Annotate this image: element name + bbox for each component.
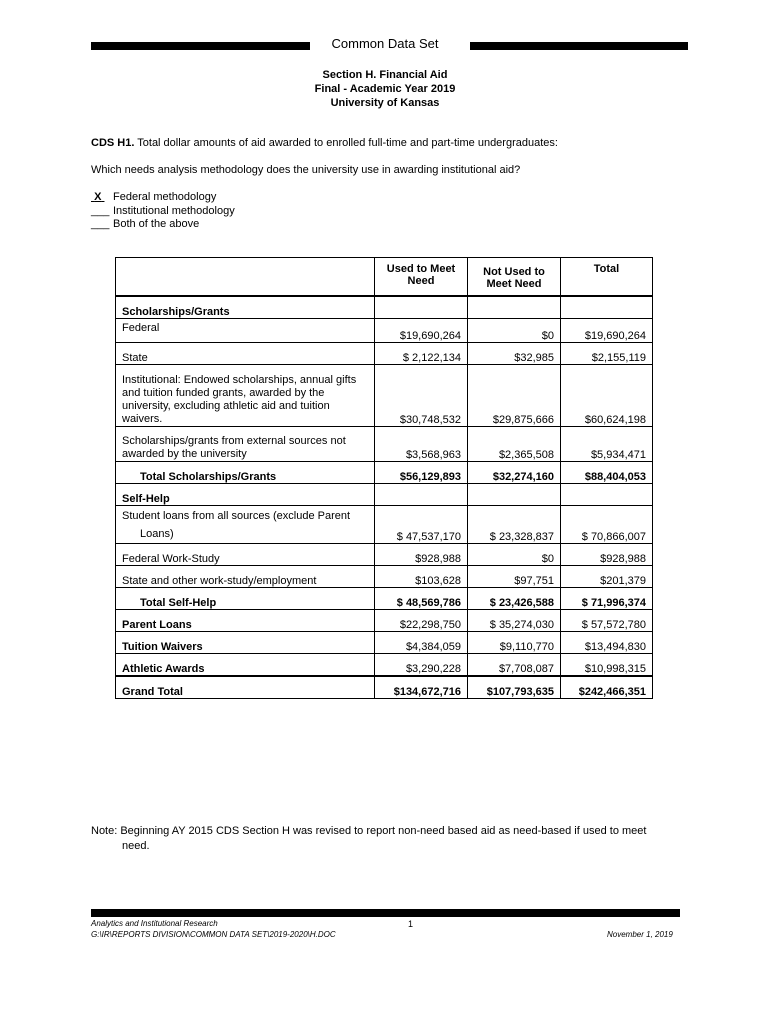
row-label: Total Scholarships/Grants (116, 462, 375, 484)
cell-need: $56,129,893 (375, 462, 468, 484)
cell-total: $60,624,198 (561, 365, 653, 427)
cell-need: $134,672,716 (375, 676, 468, 699)
table-row (116, 462, 653, 484)
cell-total: $5,934,471 (561, 427, 653, 462)
university-name: University of Kansas (330, 97, 440, 109)
cell-total: $ 71,996,374 (561, 588, 653, 610)
cell-need: $3,568,963 (375, 427, 468, 462)
row-label: State (116, 343, 375, 365)
cell-total: $201,379 (561, 566, 653, 588)
row-label: State and other work-study/employment (116, 566, 375, 588)
cell-nonneed: $9,110,770 (468, 632, 561, 654)
header-not-used-to-meet-need: Not Used to Meet Need (468, 258, 561, 296)
cell-nonneed: $32,985 (468, 343, 561, 365)
row-label: Federal (116, 319, 375, 343)
option-both (91, 218, 199, 230)
cell-nonneed: $2,365,508 (468, 427, 561, 462)
cell-nonneed: $ 23,328,837 (468, 506, 561, 544)
table-row (116, 588, 653, 610)
option-label: Institutional methodology (113, 205, 235, 217)
note (91, 824, 691, 854)
row-label: Total Self-Help (116, 588, 375, 610)
document-title: Common Data Set (331, 36, 439, 51)
row-label: Federal Work-Study (116, 544, 375, 566)
row-label: Institutional: Endowed scholarships, annual gifts and tuition funded grants, awarded by the university, excluding athletic aid and tuition waivers. (116, 365, 375, 427)
option-mark: ___ (91, 205, 110, 217)
table-row (116, 566, 653, 588)
table-row (116, 343, 653, 365)
cell-total: $ 57,572,780 (561, 610, 653, 632)
row-label: Parent Loans (116, 610, 375, 632)
footer-page-number: 1 (408, 919, 414, 929)
option-mark: X (94, 191, 102, 203)
row-label: Grand Total (116, 676, 375, 699)
option-label: Both of the above (113, 218, 200, 230)
cell-total: $2,155,119 (561, 343, 653, 365)
header-used-to-meet-need: Used to Meet Need (375, 258, 468, 296)
header-total: Total (561, 258, 653, 296)
table-row (116, 544, 653, 566)
footer-department: Analytics and Institutional Research (91, 919, 218, 928)
cell-need: $3,290,228 (375, 654, 468, 676)
cell-need: $30,748,532 (375, 365, 468, 427)
academic-year: Final - Academic Year 2019 (314, 83, 456, 95)
option-mark: ___ (91, 218, 110, 230)
table-row (116, 632, 653, 654)
cell-nonneed: $ 23,426,588 (468, 588, 561, 610)
cell-nonneed: $32,274,160 (468, 462, 561, 484)
option-institutional (91, 205, 235, 217)
header-blank (116, 258, 375, 296)
table-row (116, 484, 653, 506)
methodology-question: Which needs analysis methodology does the university use in awarding institutional aid? (91, 164, 521, 176)
table-row (116, 296, 653, 319)
cell-nonneed: $0 (468, 319, 561, 343)
footer-bar (91, 909, 680, 917)
table-row (116, 427, 653, 462)
table-row (116, 506, 653, 544)
table-header-row (116, 258, 653, 296)
row-label: Student loans from all sources (exclude Parent Loans) (116, 506, 375, 544)
cell-need: $ 48,569,786 (375, 588, 468, 610)
option-label: Federal methodology (113, 191, 217, 203)
cell-need: $ 47,537,170 (375, 506, 468, 544)
table-row (116, 319, 653, 343)
row-label: Tuition Waivers (116, 632, 375, 654)
cell-nonneed: $107,793,635 (468, 676, 561, 699)
cell-total: $ 70,866,007 (561, 506, 653, 544)
table-row (116, 610, 653, 632)
selfhelp-header: Self-Help (116, 484, 375, 506)
cell-total: $13,494,830 (561, 632, 653, 654)
note-line-2: need. (122, 840, 150, 852)
cell-total: $242,466,351 (561, 676, 653, 699)
cell-need: $103,628 (375, 566, 468, 588)
footer-date: November 1, 2019 (607, 930, 673, 939)
header-bar-right (470, 42, 688, 50)
note-line-1: Note: Beginning AY 2015 CDS Section H was revised to report non-need based aid as need-based if used to meet (91, 825, 647, 837)
table-row (116, 676, 653, 699)
cell-total: $19,690,264 (561, 319, 653, 343)
cell-nonneed: $97,751 (468, 566, 561, 588)
section-title: Section H. Financial Aid (322, 69, 448, 81)
cell-need: $4,384,059 (375, 632, 468, 654)
question-text: Total dollar amounts of aid awarded to enrolled full-time and part-time undergraduates: (134, 137, 558, 149)
cell-nonneed: $7,708,087 (468, 654, 561, 676)
table-row (116, 654, 653, 676)
question-h1 (91, 137, 558, 149)
cell-need: $ 2,122,134 (375, 343, 468, 365)
cell-total: $10,998,315 (561, 654, 653, 676)
cell-nonneed: $0 (468, 544, 561, 566)
cell-nonneed: $ 35,274,030 (468, 610, 561, 632)
cell-total: $928,988 (561, 544, 653, 566)
cell-need: $928,988 (375, 544, 468, 566)
cell-total: $88,404,053 (561, 462, 653, 484)
row-label: Scholarships/grants from external sources not awarded by the university (116, 427, 375, 462)
scholarships-header: Scholarships/Grants (116, 296, 375, 319)
footer-file-path: G:\IR\REPORTS DIVISION\COMMON DATA SET\2019-2020\H.DOC (91, 930, 336, 939)
cell-need: $22,298,750 (375, 610, 468, 632)
row-label: Athletic Awards (116, 654, 375, 676)
table-row (116, 365, 653, 427)
cell-need: $19,690,264 (375, 319, 468, 343)
financial-aid-table (115, 257, 653, 699)
option-federal (91, 191, 216, 203)
question-id: CDS H1. (91, 137, 135, 149)
cell-nonneed: $29,875,666 (468, 365, 561, 427)
